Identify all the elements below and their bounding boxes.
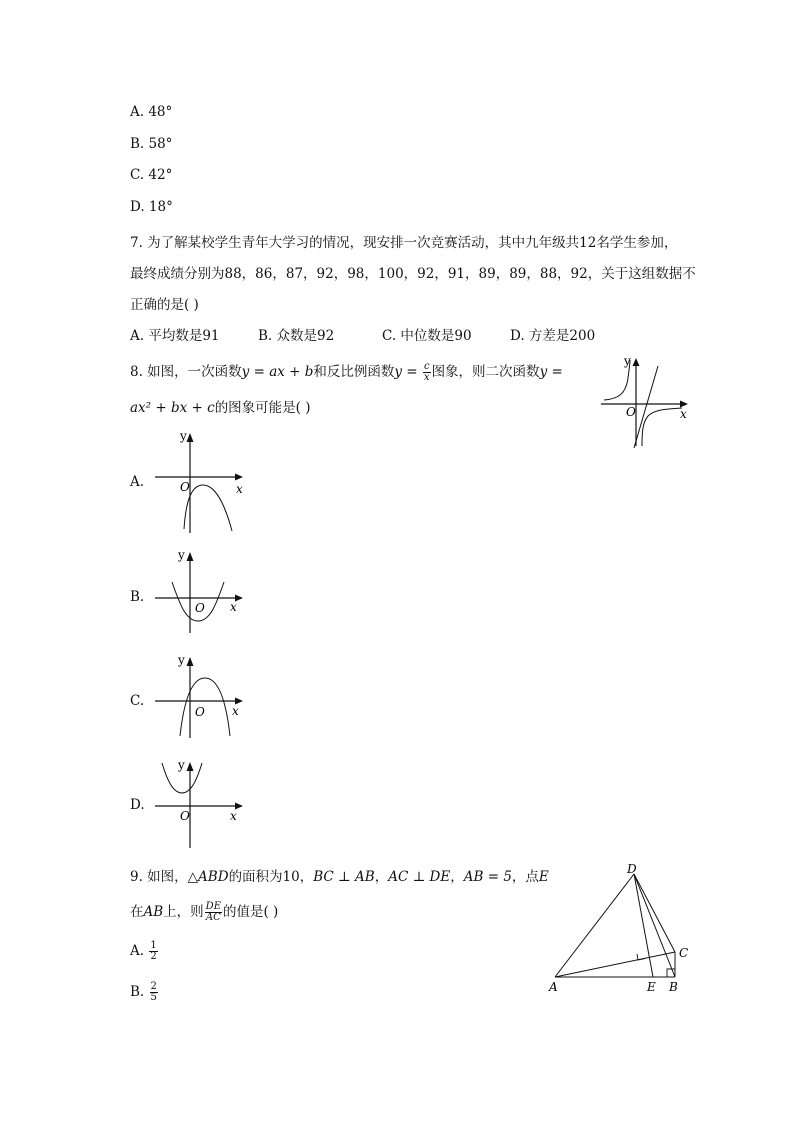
q8-a-x-label: x (236, 482, 243, 496)
q8-ref-origin-label: O (626, 405, 636, 419)
q8-c-x-label: x (232, 704, 239, 718)
q9-segment-ad (555, 874, 634, 977)
q9-separator-2: ， (450, 869, 464, 885)
q9-condition-ac-de: AC ⊥ DE (388, 869, 451, 885)
q9-line2-c: 的值是( ) (223, 904, 279, 920)
q8-option-d-graph (150, 755, 250, 850)
q8-c-y-arrow (187, 657, 194, 666)
q9-point-text: ，点 (511, 869, 539, 885)
q8-prefix: 8. 如图，一次函数 (130, 364, 242, 380)
q9-option-b-label: B. (130, 984, 145, 1000)
q9-area-text: 的面积为10， (228, 869, 314, 885)
q8-option-c-label: C. (130, 693, 145, 709)
q9-prefix: 9. 如图， (130, 869, 188, 885)
q6-option-c: C. 42° (130, 167, 173, 183)
q8-ref-y-label: y (624, 354, 631, 368)
q9-ratio-denominator: AC (205, 912, 221, 923)
q9-segment-ab: AB (143, 904, 164, 920)
q9-option-b (130, 982, 159, 1003)
q9-label-b: B (669, 980, 678, 994)
q8-a-x-arrow (235, 474, 243, 481)
q8-option-d-label: D. (130, 797, 145, 813)
q8-inverse-fraction (423, 362, 431, 383)
q8-suffix: 图象，则二次函数 (431, 364, 540, 380)
q7-text-line1: 7. 为了解某校学生青年大学习的情况，现安排一次竞赛活动，其中九年级共12名学生参加， (130, 235, 678, 251)
q9-ratio-fraction (205, 902, 222, 923)
q8-mid: 和反比例函数 (313, 364, 395, 380)
q9-option-a-label: A. (130, 943, 145, 959)
q8-quadratic-expr: ax² + bx + c (130, 400, 215, 416)
q8-text-line1 (130, 360, 563, 383)
q8-option-b-graph (150, 545, 250, 635)
q9-segment-db (634, 874, 675, 977)
q9-triangle: △ABD (187, 869, 229, 885)
q7-option-a: A. 平均数是91 (130, 328, 220, 344)
q8-ref-hyperbola-right (642, 408, 682, 446)
q6-option-d: D. 18° (130, 199, 173, 215)
q6-option-b: B. 58° (130, 136, 173, 152)
q9-line2-b: 上，则 (163, 904, 204, 920)
q9-label-e: E (647, 980, 656, 994)
q8-b-x-label: x (230, 600, 237, 614)
q7-text-line2: 最终成绩分别为88，86，87，92，98，100，92，91，89，89，88，92，关于这组数据不 (130, 266, 696, 282)
q8-end: 的图象可能是( ) (214, 400, 311, 416)
q8-a-origin-label: O (180, 480, 190, 494)
q9-option-b-numerator: 2 (150, 981, 157, 992)
q7-option-b: B. 众数是92 (258, 328, 335, 344)
q8-a-y-arrow (187, 433, 194, 442)
q9-label-d: D (627, 862, 637, 876)
q9-segment-de (634, 874, 653, 977)
q9-condition-bc-ab: BC ⊥ AB (313, 869, 375, 885)
q8-option-a-label: A. (130, 474, 145, 490)
q9-option-a-denominator: 2 (150, 951, 157, 962)
q8-option-a-graph (150, 425, 250, 535)
q9-right-angle-de-ac (637, 954, 645, 960)
q8-inverse-lhs: y = (394, 364, 422, 380)
q6-option-a: A. 48° (130, 104, 173, 120)
q9-segment-dc (634, 874, 675, 952)
q9-ratio-numerator: DE (205, 901, 221, 912)
q9-option-b-fraction (150, 982, 158, 1003)
q9-text-line2 (130, 900, 278, 923)
q9-separator-1: ， (374, 869, 389, 885)
q8-d-y-label: y (178, 758, 185, 772)
q9-label-a: A (549, 980, 558, 994)
q8-b-y-label: y (178, 548, 185, 562)
q9-segment-ac (555, 952, 675, 977)
q7-option-c: C. 中位数是90 (382, 328, 472, 344)
q8-c-parabola (180, 678, 230, 736)
q8-c-origin-label: O (195, 705, 205, 719)
q8-d-x-label: x (230, 809, 237, 823)
q9-option-a (130, 941, 159, 962)
q8-a-y-label: y (180, 429, 187, 443)
q8-a-parabola (184, 485, 232, 531)
q8-inverse-numerator: c (423, 361, 430, 372)
q8-d-y-arrow (187, 762, 194, 771)
q8-c-y-label: y (178, 653, 185, 667)
q9-label-c: C (679, 946, 689, 960)
q8-inverse-denominator: x (423, 372, 430, 383)
q9-option-a-fraction (149, 941, 157, 962)
q8-option-c-graph (150, 650, 250, 740)
q9-text-line1 (130, 865, 549, 885)
q9-triangle-figure (545, 860, 705, 1000)
q8-b-origin-label: O (195, 601, 205, 615)
q8-b-y-arrow (187, 552, 194, 561)
q8-ref-x-label: x (680, 407, 687, 421)
q7-option-d: D. 方差是200 (510, 328, 596, 344)
q8-linear-expr: y = ax + b (241, 364, 314, 380)
q9-option-b-denominator: 5 (150, 992, 157, 1003)
q9-point-e: E (538, 869, 549, 885)
q8-reference-figure (596, 350, 696, 450)
q9-option-a-numerator: 1 (150, 940, 157, 951)
q8-ref-line (634, 366, 658, 448)
q8-ref-y-arrow (633, 358, 640, 366)
q8-d-origin-label: O (180, 809, 190, 823)
q8-quadratic-lhs: y = (539, 364, 563, 380)
q7-text-line3: 正确的是( ) (130, 297, 199, 313)
q8-option-b-label: B. (130, 589, 145, 605)
q9-line2-a: 在 (130, 904, 144, 920)
q8-text-line2 (130, 396, 311, 416)
q9-condition-ab: AB = 5 (463, 869, 512, 885)
